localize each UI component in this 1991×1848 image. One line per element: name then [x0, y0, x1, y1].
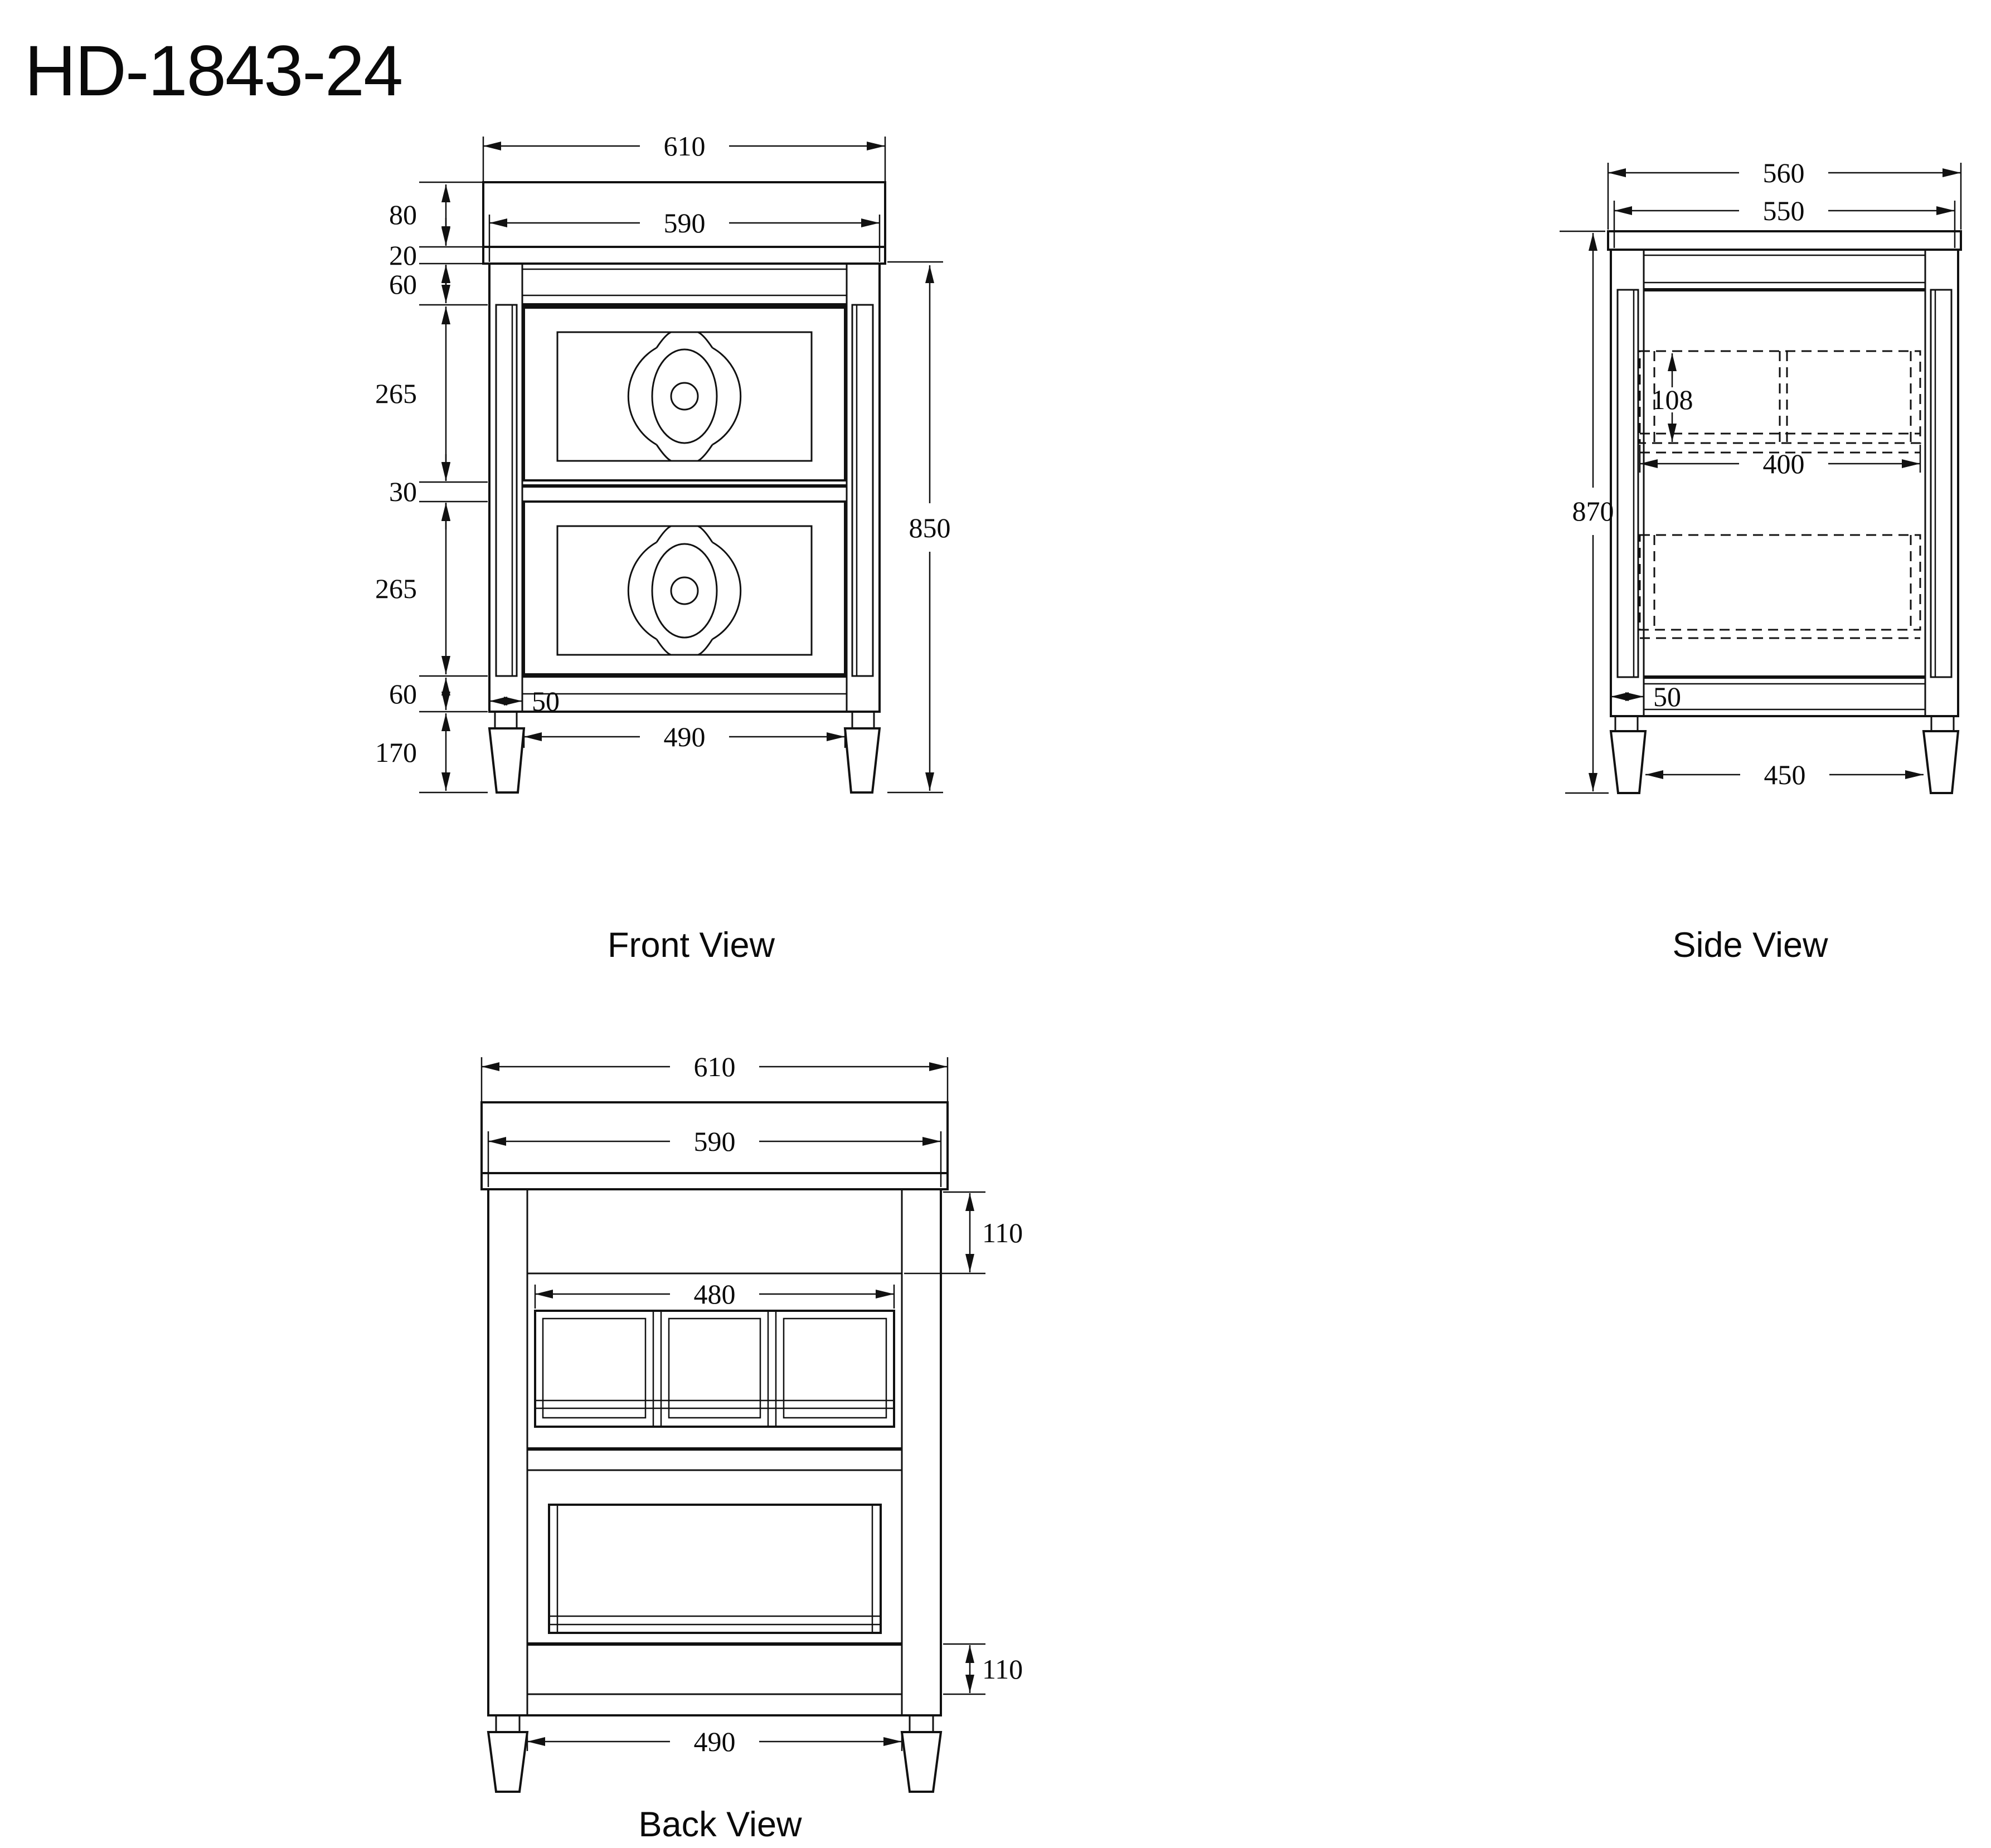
dim-front-top-lip: 20: [389, 240, 417, 271]
dim-back-width-overall: 610: [693, 1051, 736, 1082]
dim-front-stile-width: 50: [532, 685, 560, 717]
front-view: [375, 130, 951, 792]
dim-side-stile-width: 50: [1653, 681, 1681, 712]
dim-front-drawer1-height: 265: [375, 378, 417, 409]
dim-back-bottom-gap: 110: [982, 1654, 1023, 1685]
dim-front-top-thickness: 80: [389, 199, 417, 230]
drawer-medallion-ornament: [628, 526, 740, 655]
dim-front-drawer-gap: 30: [389, 476, 417, 507]
dim-front-body-height: 850: [909, 512, 951, 543]
dim-back-width-inner: 590: [693, 1126, 736, 1157]
back-upper-panel-frame: [535, 1311, 894, 1427]
side-dimensions: [1560, 157, 1961, 793]
front-cabinet-outline: [483, 182, 885, 712]
front-drawer-2: [524, 502, 845, 674]
dim-front-leg-height: 170: [375, 737, 417, 768]
dim-side-leg-span: 450: [1764, 759, 1806, 790]
dim-front-leg-span: 490: [663, 721, 706, 752]
dim-side-drawer-box-height: 108: [1651, 384, 1693, 415]
front-drawer-1: [524, 308, 845, 480]
dim-front-width-inner: 590: [663, 207, 706, 239]
dim-front-drawer2-height: 265: [375, 573, 417, 604]
dim-back-leg-span: 490: [693, 1726, 736, 1757]
dim-back-panel-width: 480: [693, 1278, 736, 1310]
dim-front-bottom-rail: 60: [389, 678, 417, 709]
dim-side-drawer-depth: 400: [1762, 448, 1805, 479]
dim-front-top-rail: 60: [389, 269, 417, 300]
side-view: [1560, 157, 1961, 793]
dim-front-width-overall: 610: [663, 130, 706, 162]
back-lower-panel-frame: [549, 1505, 881, 1633]
side-view-label: Side View: [1672, 926, 1828, 965]
back-view: [482, 1051, 1023, 1792]
dim-side-depth-overall: 560: [1762, 157, 1805, 188]
drawer-medallion-ornament: [628, 332, 740, 461]
dim-side-height-overall: 870: [1572, 495, 1614, 527]
drawing-title: HD-1843-24: [25, 31, 402, 111]
dim-side-depth-inner: 550: [1762, 195, 1805, 226]
dim-back-top-gap: 110: [982, 1217, 1023, 1248]
back-view-label: Back View: [638, 1805, 802, 1844]
front-view-label: Front View: [608, 926, 775, 965]
